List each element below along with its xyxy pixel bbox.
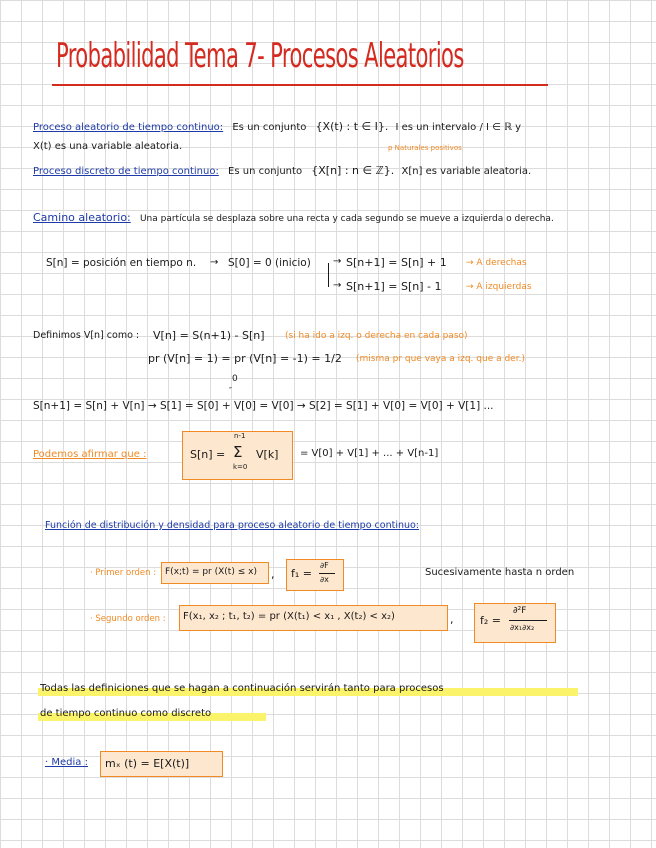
def-continuo-set: {X(t) : t ∈ I}. (315, 120, 389, 133)
vn-eq-note: (si ha ido a izq. o derecha en cada paso) (285, 331, 468, 341)
sum-bottom: k=0 (233, 463, 248, 471)
def-discreto-note: p Naturales positivos (388, 144, 462, 152)
segundo-orden-comma: , (450, 613, 454, 626)
camino-label: Camino aleatorio: (33, 211, 131, 224)
primer-orden-comma: , (271, 568, 275, 581)
f1-fraction-bar (319, 573, 335, 574)
primer-orden-eq: F(x;t) = pr (X(t) ≤ x) (165, 567, 257, 577)
def-continuo-line1 (33, 120, 521, 133)
def-discreto-label: Proceso discreto de tiempo continuo: (33, 166, 219, 177)
sn-case2: S[n+1] = S[n] - 1 (346, 280, 442, 293)
title-underline (52, 84, 548, 86)
sn-case1-arrow: → (333, 256, 342, 267)
def-continuo-text1: Es un conjunto (232, 122, 307, 133)
def-discreto-text1: Es un conjunto (228, 166, 303, 177)
sum-term: V[k] (256, 448, 279, 461)
def-discreto-set: {X[n] : n ∈ ℤ}. (311, 164, 395, 177)
podemos-label: Podemos afirmar que : (33, 449, 147, 460)
sn-case2-note: → A izquierdas (466, 282, 532, 292)
sum-top: n-1 (234, 432, 246, 440)
f2-num: ∂²F (513, 606, 527, 616)
camino-text: Una partícula se desplaza sobre una recta y cada segundo se mueve a izquierda o derecha. (139, 214, 554, 224)
sum-rhs: = V[0] + V[1] + ... + V[n-1] (300, 448, 439, 459)
sum-symbol: Σ (233, 443, 243, 461)
sn-init: S[0] = 0 (inicio) (228, 257, 311, 269)
sn-arrow: → (210, 257, 219, 268)
def-continuo-line2: X(t) es una variable aleatoria. (33, 141, 183, 152)
f2-fraction-bar (509, 620, 547, 621)
def-discreto-line (33, 164, 531, 177)
media-label: · Media : (45, 757, 88, 768)
f2-den: ∂x₁∂x₂ (510, 623, 535, 632)
vn-label: Definimos V[n] como : (33, 330, 140, 341)
sn-case1-note: → A derechas (466, 258, 527, 268)
def-discreto-text2: X[n] es variable aleatoria. (401, 166, 532, 177)
recursion-line: S[n+1] = S[n] + V[n] → S[1] = S[0] + V[0] = V[0] → S[2] = S[1] + V[0] = V[0] + V[1] ... (33, 400, 494, 412)
def-continuo-label: Proceso aleatorio de tiempo continuo: (33, 122, 224, 133)
camino-line (33, 211, 554, 224)
vn-prob: pr (V[n] = 1) = pr (V[n] = -1) = 1/2 (148, 352, 342, 365)
vn-prob-note: (misma pr que vaya a izq. que a der.) (356, 354, 525, 364)
todas-line1: Todas las definiciones que se hagan a continuación servirán tanto para procesos (40, 683, 444, 694)
vn-eq: V[n] = S(n+1) - S[n] (153, 329, 265, 342)
sucesivamente-text: Sucesivamente hasta n orden (425, 567, 575, 578)
f2-lhs: f₂ = (480, 614, 501, 627)
funcion-label: Función de distribución y densidad para proceso aleatorio de tiempo continuo: (45, 520, 420, 531)
todas-line2: de tiempo continuo como discreto (40, 708, 212, 719)
media-eq: mₓ (t) = E[X(t)] (105, 757, 190, 770)
zero-mark-quote: ″ (229, 386, 232, 395)
page-title: Probabilidad Tema 7- Procesos Aleatorios (56, 36, 464, 76)
sum-lhs: S[n] = (190, 448, 226, 461)
segundo-orden-label: · Segundo orden : (90, 614, 166, 624)
segundo-orden-eq: F(x₁, x₂ ; t₁, t₂) = pr (X(t₁) < x₁ , X(t₂) < x₂) (183, 611, 395, 622)
f1-lhs: f₁ = (291, 567, 312, 580)
sn-left: S[n] = posición en tiempo n. (46, 257, 197, 269)
def-continuo-text2: I es un intervalo / I ∈ ℝ y (395, 122, 522, 133)
f1-num: ∂F (320, 561, 329, 570)
primer-orden-label: · Primer orden : (90, 568, 157, 578)
f1-den: ∂x (320, 575, 329, 584)
zero-mark: 0 (232, 374, 238, 384)
sn-case2-arrow: → (333, 280, 342, 291)
sn-case1: S[n+1] = S[n] + 1 (346, 256, 447, 269)
